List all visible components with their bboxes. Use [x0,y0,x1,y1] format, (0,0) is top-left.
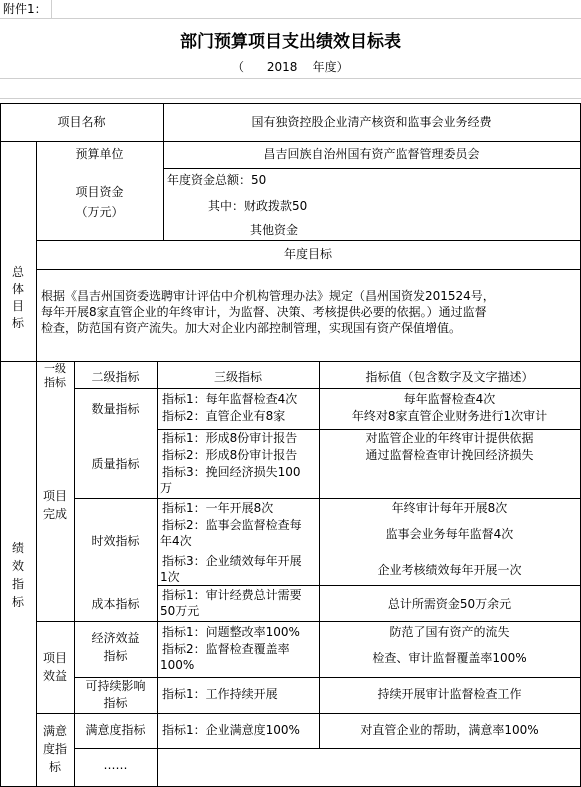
economic-indicator-label-line1: 经济效益 [91,631,140,645]
cost-indicator-label: 成本指标 [91,597,140,611]
economic-value-1: 防范了国有资产的流失 [389,625,510,639]
level3-header: 三级指标 [213,370,262,384]
economic-indicator-label-line2: 指标 [103,649,128,663]
project-name-label: 项目名称 [57,115,106,129]
effect-group-label-line1: 项目 [42,651,67,665]
quality-l3-3-line2: 万 [160,481,173,495]
grid-line [0,18,581,19]
project-name-value: 国有独资控股企业清产核资和监事会业务经费 [251,115,492,129]
sustainable-value-1: 持续开展审计监督检查工作 [377,687,522,701]
grid-line [0,78,581,79]
satisfaction-group-label-line2: 度指 [42,742,67,756]
timeliness-value-2: 监事会业务每年监督4次 [385,527,514,541]
timeliness-indicator-label: 时效指标 [91,534,140,548]
timeliness-value-1: 年终审计每年开展8次 [391,501,508,515]
timeliness-l3-3-line1: 指标3：企业绩效每年开展 [162,554,302,568]
budget-unit-label: 预算单位 [75,147,124,161]
grid-line [0,98,581,99]
timeliness-value-3: 企业考核绩效每年开展一次 [377,563,522,577]
level1-header-line1: 一级 [44,362,66,375]
cost-l3-1-line2: 50万元 [160,604,200,618]
satisfaction-indicator-label: 满意度指标 [85,723,146,737]
level2-header: 二级指标 [91,370,140,384]
output-group-label-line2: 完成 [42,507,67,521]
funds-total: 年度资金总额：50 [167,173,267,187]
quality-l3-2: 指标2：形成8份审计报告 [162,448,298,462]
level1-header-line2: 指标 [44,376,66,389]
quality-indicator-label: 质量指标 [91,457,140,471]
economic-l3-1: 指标1：问题整改率100% [162,625,300,639]
sustainable-l3-1: 指标1：工作持续开展 [162,687,278,701]
sustainable-indicator-label-line1: 可持续影响 [85,679,146,693]
budget-unit-value: 昌吉回族自治州国有资产监督管理委员会 [263,147,480,161]
value-header: 指标值（包含数字及文字描述） [365,370,534,384]
satisfaction-group-label-line1: 满意 [42,724,67,738]
ellipsis: …… [103,758,128,772]
funds-fiscal: 其中：财政拨款50 [208,199,308,213]
quality-l3-3-line1: 指标3：挽回经济损失100 [162,465,301,479]
timeliness-l3-3-line2: 1次 [160,570,180,584]
effect-group-label-line2: 效益 [42,669,67,683]
quantity-indicator-label: 数量指标 [91,402,140,416]
annual-target-line-3: 检查，防范国有资产流失。加大对企业内部控制管理，实现国有资产保值增值。 [41,321,462,335]
economic-l3-2-line1: 指标2：监督检查覆盖率 [162,642,290,656]
cost-value-1: 总计所需资金50万余元 [387,597,512,611]
timeliness-l3-1: 指标1：一年开展8次 [162,501,274,515]
year-line: （ 2018 年度） [232,60,349,74]
satisfaction-l3-1: 指标1：企业满意度100% [162,723,300,737]
satisfaction-group-label-line3: 标 [48,760,61,774]
cost-l3-1-line1: 指标1：审计经费总计需要 [162,588,302,602]
page-title: 部门预算项目支出绩效目标表 [180,32,401,52]
timeliness-l3-2-line2: 年4次 [160,534,192,548]
economic-value-2: 检查、审计监督覆盖率100% [372,651,527,665]
quantity-l3-2: 指标2：直管企业有8家 [162,409,286,423]
annual-target-heading: 年度目标 [283,247,332,261]
quality-value-1: 对监管企业的年终审计提供依据 [365,431,534,445]
sustainable-indicator-label-line2: 指标 [103,696,128,710]
attachment-label: 附件1： [3,2,47,16]
annual-target-line-2: 每年开展8家直管企业的年终审计，为监督、决策、考核提供必要的依据。）通过监督 [41,305,487,319]
grid-line [51,0,52,18]
satisfaction-value-1: 对直管企业的帮助，满意率100% [360,723,539,737]
quantity-l3-1: 指标1：每年监督检查4次 [162,392,298,406]
quality-l3-1: 指标1：形成8份审计报告 [162,431,298,445]
quality-value-2: 通过监督检查审计挽回经济损失 [365,448,534,462]
funds-label: 项目资金 [75,185,124,199]
quantity-value-2: 年终对8家直管企业财务进行1次审计 [351,409,548,423]
quantity-value-1: 每年监督检查4次 [403,392,496,406]
funds-other: 其他资金 [250,223,299,237]
economic-l3-2-line2: 100% [160,658,195,672]
funds-unit-label: （万元） [75,205,124,219]
output-group-label-line1: 项目 [42,489,67,503]
annual-target-line-1: 根据《昌吉州国资委选聘审计评估中介机构管理办法》规定（昌州国资发201524号， [41,289,495,303]
timeliness-l3-2-line1: 指标2：监事会监督检查每 [162,518,302,532]
